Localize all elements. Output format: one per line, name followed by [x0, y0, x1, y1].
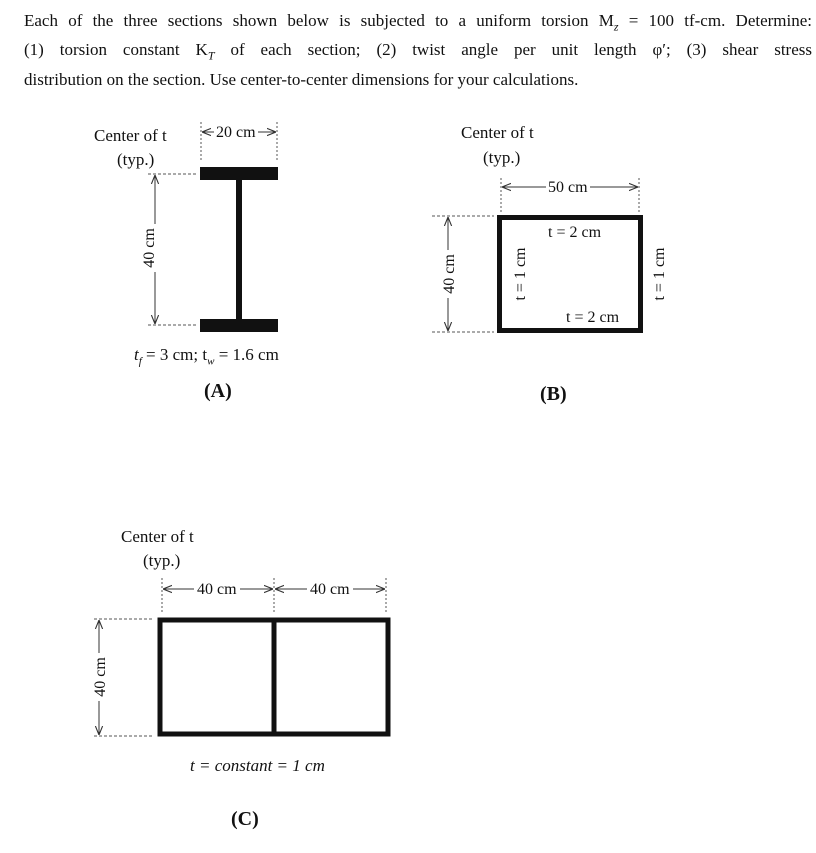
section-b-center-label-typ: (typ.) [483, 148, 521, 167]
section-b-top-thickness: t = 2 cm [548, 224, 602, 241]
section-a-web [236, 180, 242, 320]
section-a-height-dim: 40 cm [140, 224, 160, 272]
section-c-center-label: Center of t [121, 527, 194, 546]
section-b-height-dim: 40 cm [440, 250, 460, 298]
section-c-thickness-note: t = constant = 1 cm [190, 756, 325, 775]
section-c-drawing [94, 578, 388, 736]
section-a-caption: (A) [204, 380, 232, 402]
section-c-width-left-dim: 40 cm [194, 580, 240, 600]
section-c-caption: (C) [231, 808, 259, 830]
section-b-width-dim: 50 cm [548, 179, 588, 196]
section-a-drawing [148, 122, 278, 332]
problem-line-2: (1) torsion constant $K_T$ of each section; (2) twist angle per unit length φ′; (3) shear stress [24, 40, 812, 63]
section-c-height-dim: 40 cm [91, 653, 111, 701]
section-a-thickness-note: $t_f = 3$ cm; $t_w = 1.6$ cm [134, 345, 279, 368]
section-a-top-flange [200, 167, 278, 180]
section-b-right-thickness: t = 1 cm [651, 247, 668, 301]
section-b-center-label: Center of t [461, 123, 534, 142]
section-b-left-thickness: t = 1 cm [512, 247, 529, 301]
problem-line-3: distribution on the section. Use center-to-center dimensions for your calculations. [24, 69, 579, 89]
section-c-center-label-typ: (typ.) [143, 551, 181, 570]
section-c-width-right-dim: 40 cm [307, 580, 353, 600]
section-a-width-dim: 20 cm [216, 124, 256, 141]
problem-line-1: Each of the three sections shown below is subjected to a uniform torsion $M_z = 100$ tf-cm. Determine: [24, 11, 813, 34]
section-a-center-label-typ: (typ.) [117, 150, 155, 169]
section-a-bottom-flange [200, 319, 278, 332]
section-a-center-label: Center of t [94, 126, 167, 145]
section-b-caption: (B) [540, 383, 567, 405]
section-b-bottom-thickness: t = 2 cm [566, 309, 620, 326]
